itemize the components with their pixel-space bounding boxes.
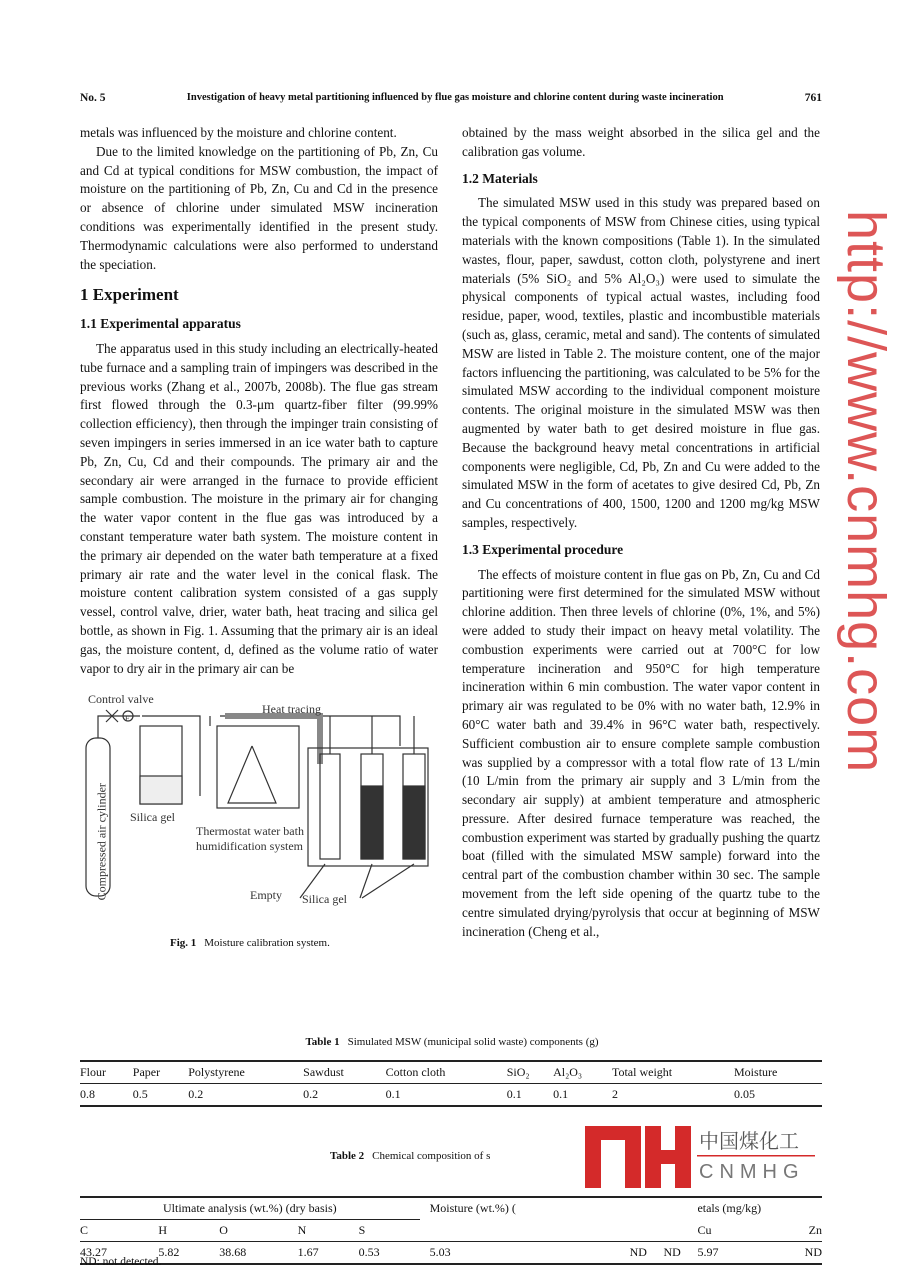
table-cell: ND [629, 1245, 647, 1259]
subsection-heading: 1.1 Experimental apparatus [80, 316, 241, 332]
cnmhg-logo [585, 1126, 817, 1190]
table-group-row [80, 1197, 822, 1220]
table-header: Moisture [734, 1061, 822, 1084]
section-heading: 1 Experiment [80, 285, 179, 305]
table-cell: 43.27 [80, 1245, 107, 1259]
watermark-url: http://www.cnmhg.com [836, 210, 896, 774]
table-cell: 0.5 [132, 1087, 148, 1101]
table-header-row [80, 1220, 822, 1242]
table-caption-text: Chemical composition of s [372, 1150, 491, 1162]
table-cell: 1.67 [297, 1245, 319, 1259]
paragraph: The simulated MSW used in this study was prepared based on the typical components of MSW from Chinese cities, using typical materials with the known compositions (Table 1). In the simulated wastes, flour, paper, sawdust, cotton cloth, polystyrene and inert materials (5% SiO₂ and 5% Al₂O₃) were used to simulate the physical components of typical actual wastes, including food residue, paper, wood, textiles, plastic and incombustible materials (such as, glass, ceramic, metal and sand). The contents of simulated MSW are listed in Table 2. The moisture content, one of the major factors influencing the partitioning, was calculated to be 5% for the simulated MSW according to the individual component moisture contents. The original moisture in the simulated MSW was then augmented by water bath to get desired moisture in flue gas. Because the background heavy metal concentrations in artificial components were negligible, Cd, Pb, Zn and Cu were added to the simulated MSW in the form of acetates to give desired Cd, Pb, Zn and Cu concentrations of 400, 1500, 1200 and 1200 mg/kg MSW samples, respectively. [462, 195, 820, 530]
table-header-row [80, 1061, 822, 1084]
table-2-caption [330, 1150, 490, 1162]
table-row [80, 1242, 822, 1265]
table-header: O [219, 1220, 297, 1242]
table-number: Table 2 [330, 1150, 365, 1162]
table-header [664, 1220, 698, 1242]
table-cell: 0.2 [188, 1087, 204, 1101]
table-header: Cotton cloth [386, 1061, 507, 1084]
subsection-heading: 1.3 Experimental procedure [462, 541, 624, 557]
table-cell: 0.53 [358, 1245, 380, 1259]
table-cell: 0.1 [385, 1087, 401, 1101]
paragraph: obtained by the mass weight absorbed in the silica gel and the calibration gas volume. [462, 125, 820, 159]
table-header: Al₂O₃ [553, 1061, 612, 1084]
label-heat-tracing: Heat tracing [262, 702, 321, 717]
watermark-logo [585, 1126, 817, 1190]
table-2 [80, 1196, 822, 1265]
table-1 [80, 1060, 822, 1107]
table-cell: 0.1 [553, 1087, 569, 1101]
page-number: 761 [804, 92, 822, 104]
label-empty: Empty [250, 888, 282, 903]
table-header [420, 1220, 630, 1242]
table-header: C [80, 1220, 158, 1242]
table-header: Sawdust [303, 1061, 386, 1084]
table-header: Cu [697, 1220, 765, 1242]
table-header: Total weight [612, 1061, 734, 1084]
group-header: Ultimate analysis (wt.%) (dry basis) [80, 1197, 420, 1220]
paragraph: Due to the limited knowledge on the partitioning of Pb, Zn, Cu and Cd at typical conditions for MSW combustion, the impact of moisture on the partitioning of Pb, Zn, Cu and Cd in the presence or absence of chlorine under simulated MSW incineration conditions was experimentally identified in the present study. Thermodynamic calculations were also performed to understand the speciation. [80, 143, 438, 272]
table-cell: 5.82 [158, 1245, 180, 1259]
table-header: Polystyrene [188, 1061, 303, 1084]
label-silica-gel: Silica gel [130, 810, 175, 825]
paragraph: The effects of moisture content in flue gas on Pb, Zn, Cu and Cd partitioning were first determined for the simulated MSW without chlorine addition. Then three levels of chlorine (0%, 1%, and 5%) were added to study their impact on heavy metal volatility. The combustion experiments were carried out at 700°C for low temperature incineration and 950°C for high temperature incineration within 6 min combustion. The water vapor content in primary air was regulated to be 0% with no water bath, 12.9% in 60°C water bath and 39.4% in 96°C water bath, respectively. Sufficient combustion air to ensure complete sample combustion was supplied by a compressor with a total flow rate of 13 L/min (10 L/min from the primary air supply and 3 L/min from the secondary air supply) at ambient temperature and atmospheric pressure. After desired furnace temperature was reached, the combustion experiment was started by gradually pushing the quartz boat (filled with the simulated MSW sample) forward into the central part of the combustion chamber within 30 sec. The sample movement from the left side opening of the quartz tube to the centre simulated drying/pyrolysis that occur at beginning of MSW incineration (Cheng et al., [462, 566, 820, 939]
label-cylinder: Compressed air cylinder [94, 783, 109, 901]
table-cell: 0.8 [80, 1087, 95, 1101]
table-header: Flour [80, 1061, 133, 1084]
table-number: Table 1 [305, 1036, 340, 1048]
issue-number: No. 5 [80, 92, 106, 104]
label-humidification: humidification system [196, 839, 303, 854]
table-cell: 0.2 [303, 1087, 319, 1101]
right-column [462, 124, 820, 941]
table-header: H [158, 1220, 219, 1242]
label-silica-gel-2: Silica gel [302, 892, 347, 907]
running-header [80, 92, 822, 104]
figure-caption-text: Moisture calibration system. [204, 937, 330, 950]
label-control-valve: Control valve [88, 692, 154, 707]
group-header: etals (mg/kg) [697, 1201, 762, 1216]
table-cell: 0.05 [734, 1087, 756, 1101]
figure-number: Fig. 1 [170, 937, 197, 950]
group-header: Moisture (wt.%) ( [429, 1201, 516, 1216]
table-header [630, 1220, 664, 1242]
table-cell: 5.03 [429, 1245, 451, 1259]
svg-text:CNMHG: CNMHG [699, 1161, 805, 1183]
label-flowmeter: F [125, 714, 130, 724]
table-cell: 5.97 [697, 1245, 719, 1259]
paragraph: metals was influenced by the moisture and chlorine content. [80, 125, 397, 140]
table-cell: ND [804, 1245, 822, 1259]
table-header: Paper [133, 1061, 188, 1084]
left-column [80, 124, 438, 956]
paragraph: The apparatus used in this study including an electrically-heated tube furnace and a sampling train of impingers was described in the previous works (Zhang et al., 2007b, 2008b). The flue gas stream first flowed through the 0.3-μm quartz-fiber filter (99.99% collection efficiency), then through the impinger train consisting of seven impingers in series immersed in an ice water bath to capture Pb, Zn, Cu, Cd and their compounds. The primary air and the secondary air were arranged in the furnace to provide efficient sample combustion. The moisture in the primary air for changing the water vapor content in the flue gas was introduced by a constant temperature water bath system. The moisture content in the primary air depended on the water bath temperature at a fixed primary air rate and the water level in the conical flask. The moisture content calibration system consisted of a gas supply vessel, control valve, drier, water bath, heat tracing and silica gel bottle, as shown in Fig. 1. Assuming that the primary air is an ideal gas, the moisture content, d, defined as the volume ratio of water vapor to dry air in the primary air can be [80, 340, 438, 676]
table-header: S [359, 1220, 420, 1242]
label-water-bath: Thermostat water bath [196, 824, 304, 839]
figure-caption [170, 934, 330, 953]
table-header: N [298, 1220, 359, 1242]
table-cell: 2 [611, 1087, 618, 1101]
table-note: ND: not detected. [80, 1256, 162, 1268]
running-title: Investigation of heavy metal partitioning influenced by flue gas moisture and chlorine content during waste incineration [186, 92, 724, 103]
table-cell: 0.1 [506, 1087, 522, 1101]
table-1-caption [0, 1036, 904, 1048]
table-caption-text: Simulated MSW (municipal solid waste) components (g) [347, 1036, 599, 1048]
table-header: Zn [766, 1220, 822, 1242]
table-row [80, 1084, 822, 1107]
svg-text:中国煤化工: 中国煤化工 [699, 1129, 799, 1153]
table-cell: 38.68 [219, 1245, 247, 1259]
figure-1 [80, 686, 438, 956]
table-header: SiO₂ [507, 1061, 553, 1084]
subsection-heading: 1.2 Materials [462, 170, 538, 186]
table-cell: ND [663, 1245, 681, 1259]
